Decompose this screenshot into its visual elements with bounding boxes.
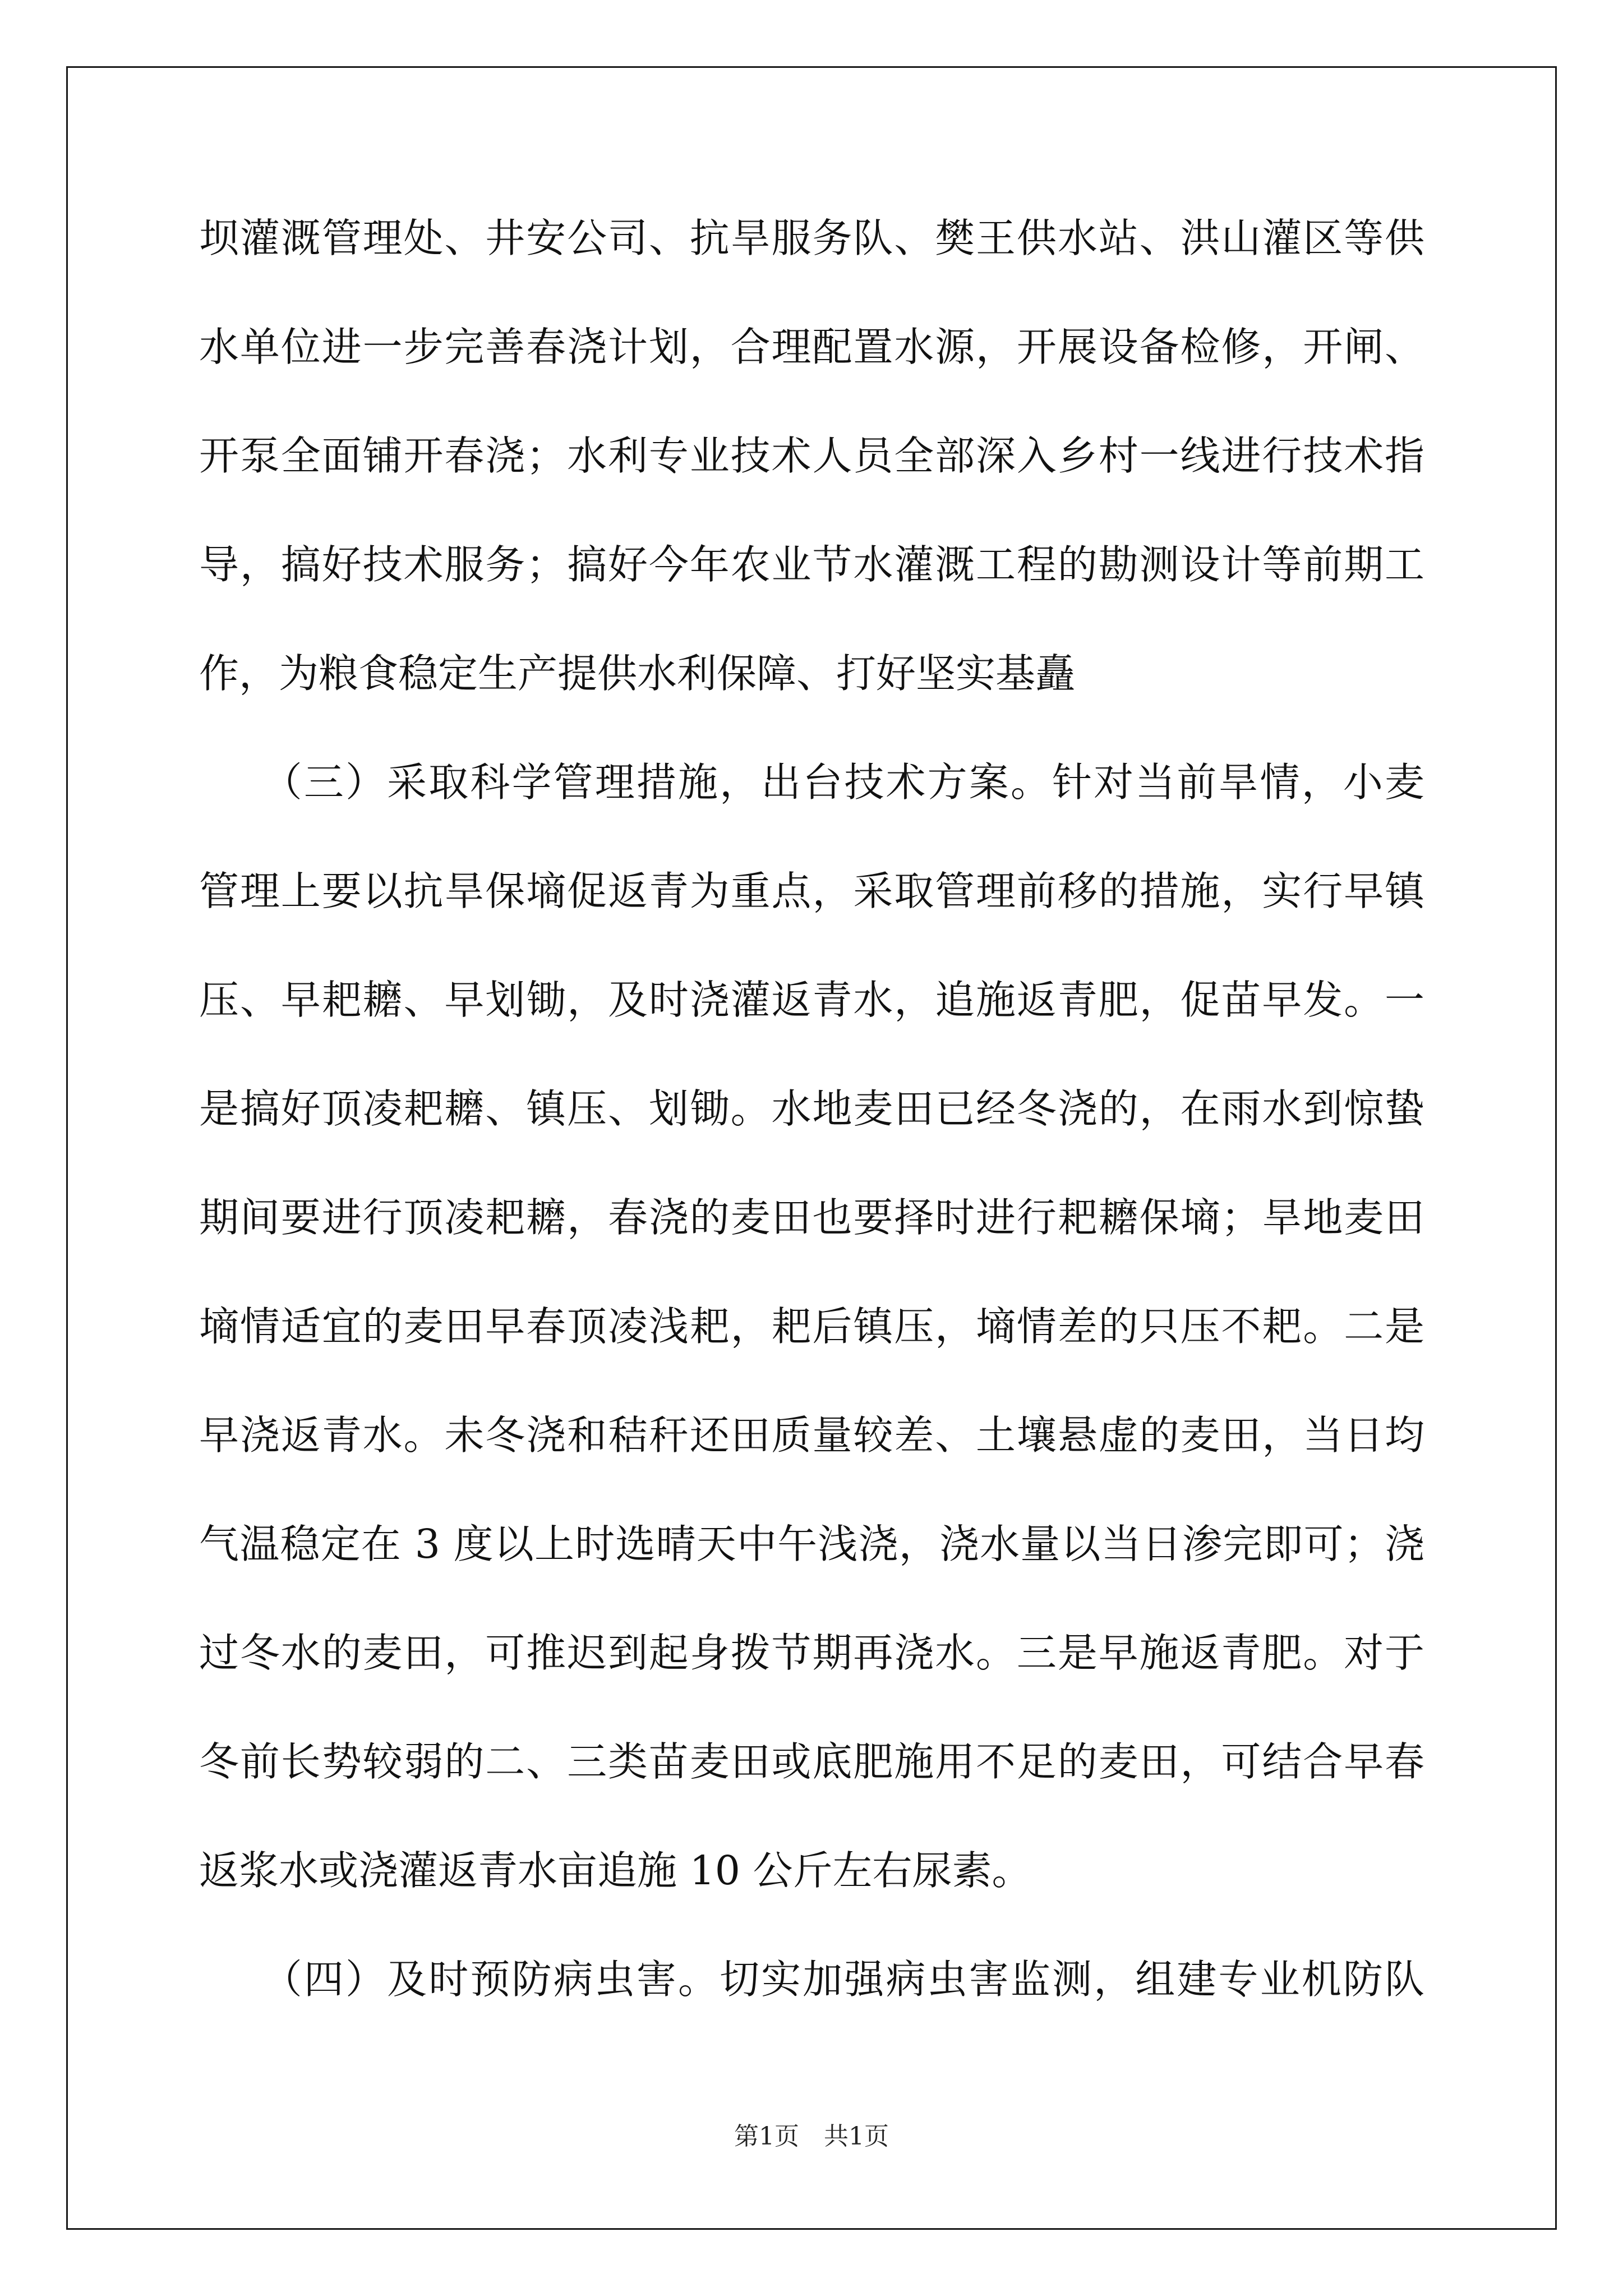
document-body	[199, 205, 1424, 2055]
body-line-11: 墒情适宜的麦田早春顶凌浅耙，耙后镇压，墒情差的只压不耙。二是	[199, 1303, 1424, 1350]
body-line-10: 期间要进行顶凌耙耱，春浇的麦田也要择时进行耙耱保墒；旱地麦田	[199, 1194, 1424, 1241]
body-line-3: 开泵全面铺开春浇；水利专业技术人员全部深入乡村一线进行技术指	[199, 432, 1424, 479]
body-line-4: 导，搞好技术服务；搞好今年农业节水灌溉工程的勘测设计等前期工	[199, 541, 1424, 588]
body-line-12: 早浇返青水。未冬浇和秸秆还田质量较差、土壤悬虚的麦田，当日均	[199, 1412, 1424, 1458]
body-line-17: （四）及时预防病虫害。切实加强病虫害监测，组建专业机防队	[199, 1956, 1424, 2003]
body-line-5: 作，为粮食稳定生产提供水利保障、打好坚实基矗	[199, 650, 1076, 697]
body-line-6: （三）采取科学管理措施，出台技术方案。针对当前旱情，小麦	[199, 759, 1424, 806]
body-line-16: 返浆水或浇灌返青水亩追施 10 公斤左右尿素。	[199, 1847, 1032, 1894]
body-line-2: 水单位进一步完善春浇计划，合理配置水源，开展设备检修，开闸、	[199, 324, 1424, 370]
body-line-14: 过冬水的麦田，可推迟到起身拨节期再浇水。三是早施返青肥。对于	[199, 1630, 1424, 1676]
body-line-15: 冬前长势较弱的二、三类苗麦田或底肥施用不足的麦田，可结合早春	[199, 1738, 1424, 1785]
body-line-1: 坝灌溉管理处、井安公司、抗旱服务队、樊王供水站、洪山灌区等供	[199, 215, 1424, 261]
page-footer: 第1页 共1页	[734, 2122, 889, 2151]
body-line-7: 管理上要以抗旱保墒促返青为重点，采取管理前移的措施，实行早镇	[199, 868, 1424, 914]
body-line-9: 是搞好顶凌耙耱、镇压、划锄。水地麦田已经冬浇的，在雨水到惊蛰	[199, 1085, 1424, 1132]
body-line-13: 气温稳定在 3 度以上时选晴天中午浅浇，浇水量以当日渗完即可；浇	[199, 1521, 1424, 1567]
body-line-8: 压、早耙耱、早划锄，及时浇灌返青水，追施返青肥，促苗早发。一	[199, 977, 1424, 1023]
